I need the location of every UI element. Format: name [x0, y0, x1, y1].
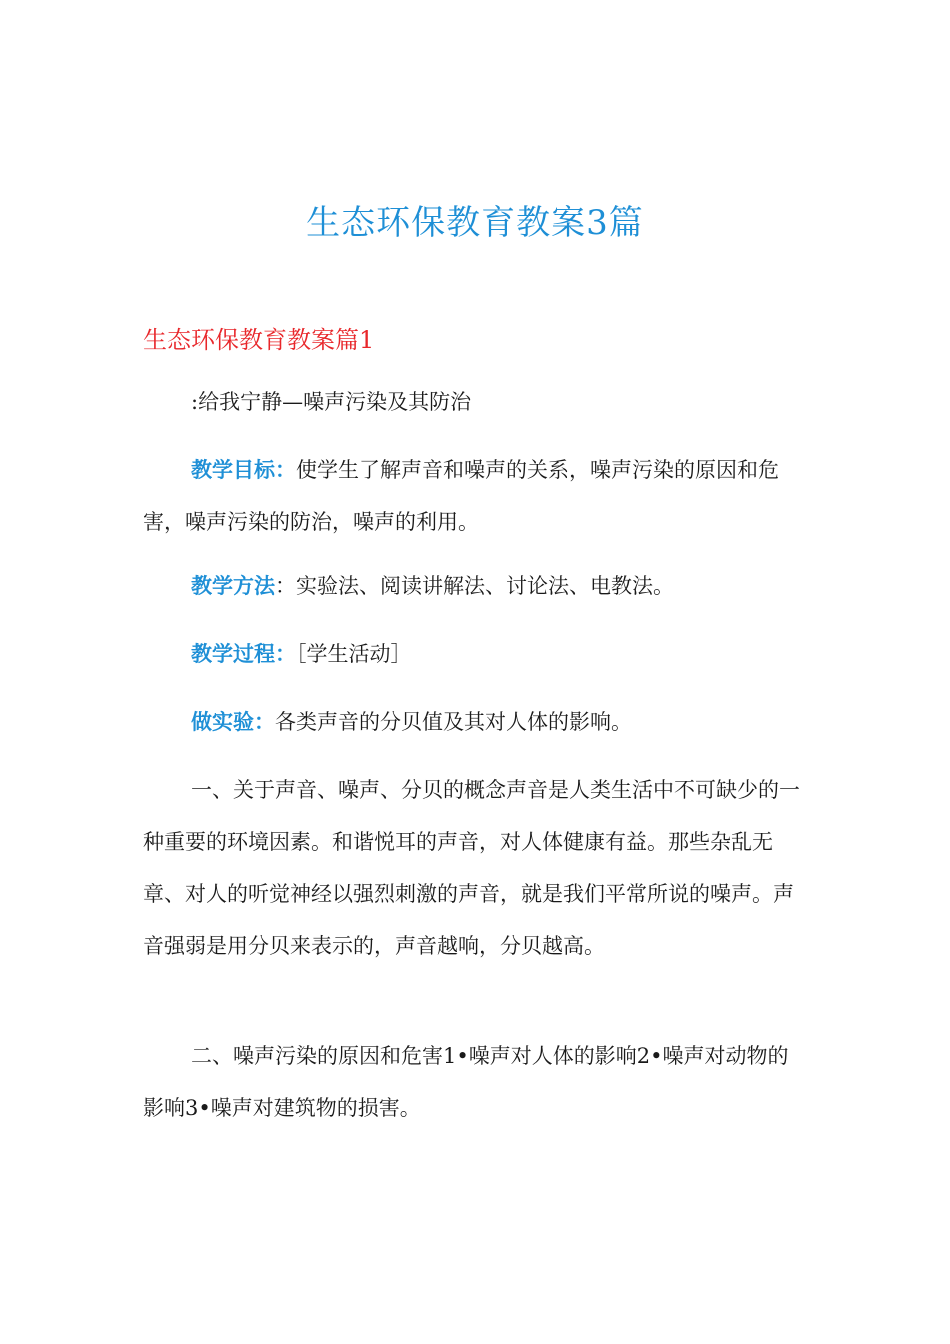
experiment-paragraph: [143, 696, 808, 748]
teaching-method-paragraph: [143, 560, 808, 612]
paragraph-one: 一、关于声音、噪声、分贝的概念声音是人类生活中不可缺少的一种重要的环境因素。和谐悦耳的声音，对人体健康有益。那些杂乱无章、对人的听觉神经以强烈刺激的声音，就是我们平常所说的噪声。声音强弱是用分贝来表示的，声音越响，分贝越高。: [143, 778, 800, 958]
teaching-method-label: 教学方法: [191, 574, 275, 598]
teaching-goal-label: 教学目标：: [191, 458, 296, 482]
document-title: 生态环保教育教案3篇: [306, 203, 644, 243]
teaching-process-text: ［学生活动］: [296, 642, 412, 666]
teaching-process-label: 教学过程：: [191, 642, 296, 666]
lesson-subtitle-text: :给我宁静—噪声污染及其防治: [191, 390, 472, 414]
lesson-subtitle: [143, 376, 808, 428]
paragraph-two: 二、噪声污染的原因和危害1•噪声对人体的影响2•噪声对动物的影响3•噪声对建筑物的损害。: [143, 1044, 789, 1120]
teaching-method-text: ：实验法、阅读讲解法、讨论法、电教法。: [275, 574, 674, 598]
teaching-process-paragraph: [143, 628, 808, 680]
teaching-goal-text: 使学生了解声音和噪声的关系，噪声污染的原因和危害，噪声污染的防治，噪声的利用。: [143, 458, 779, 534]
experiment-text: 各类声音的分贝值及其对人体的影响。: [275, 710, 632, 734]
experiment-label: 做实验：: [191, 710, 275, 734]
section-title: 生态环保教育教案篇1: [143, 326, 375, 354]
teaching-goal-paragraph: [143, 444, 808, 548]
